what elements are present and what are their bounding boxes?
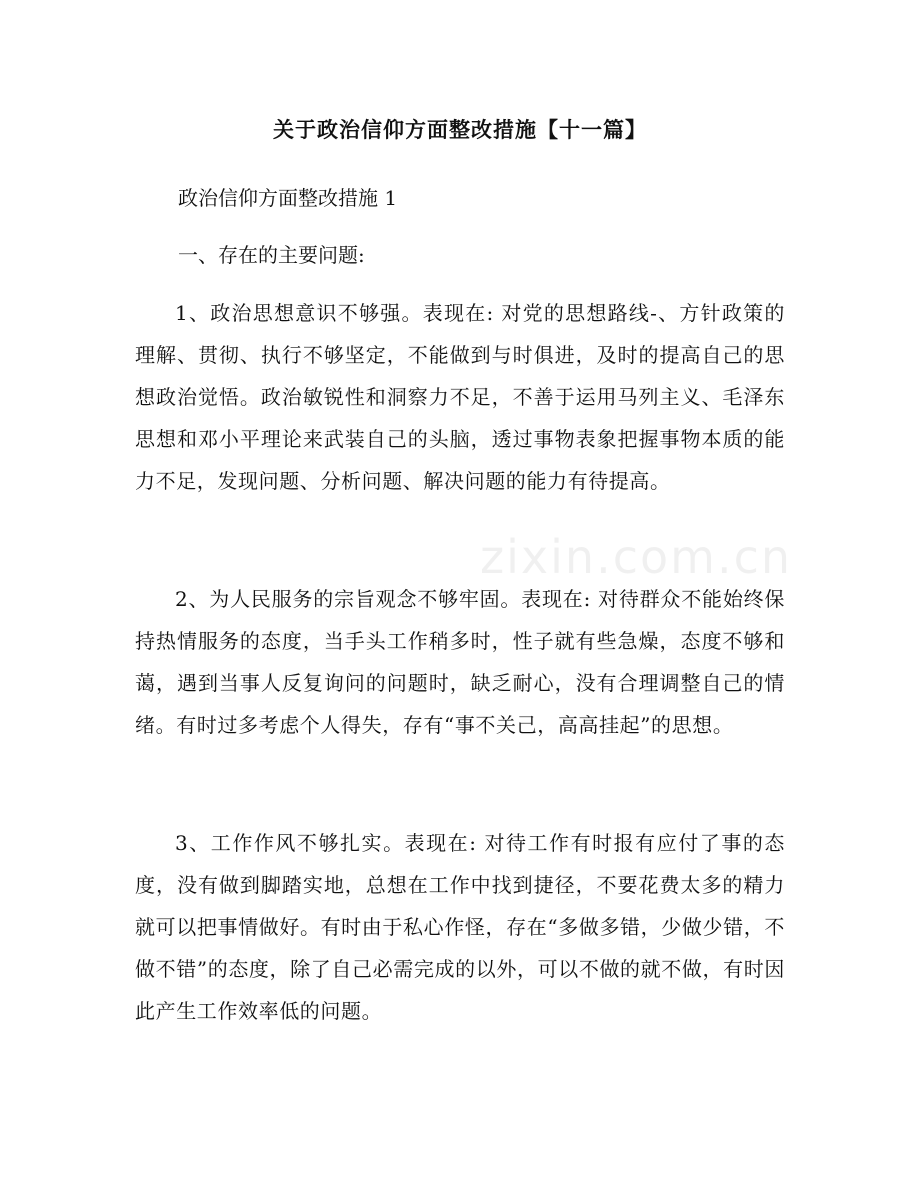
paragraph-2: 2、为人民服务的宗旨观念不够牢固。表现在: 对待群众不能始终保持热情服务的态度，当手头工作稍多时，性子就有些急燥，态度不够和蔼，遇到当事人反复询问的问题时，缺乏耐心，没有合理调整自己的情绪。有时过多考虑个人得失，存有“事不关己，高高挂起”的思想。	[135, 587, 785, 737]
watermark: zixin.com.cn	[480, 530, 793, 584]
subheading: 一、存在的主要问题:	[178, 243, 365, 267]
document-title: 关于政治信仰方面整改措施【十一篇】	[273, 118, 647, 142]
paragraph-3: 3、工作作风不够扎实。表现在: 对待工作有时报有应付了事的态度，没有做到脚踏实地，总想在工作中找到捷径，不要花费太多的精力就可以把事情做好。有时由于私心作怪，存在“多做多错，少做少错，不做不错”的态度，除了自己必需完成的以外，可以不做的就不做，有时因此产生工作效率低的问题。	[135, 831, 785, 1023]
section-heading: 政治信仰方面整改措施 1	[178, 186, 398, 210]
paragraph-1: 1、政治思想意识不够强。表现在: 对党的思想路线-、方针政策的理解、贯彻、执行不够坚定，不能做到与时俱进，及时的提高自己的思想政治觉悟。政治敏锐性和洞察力不足，不善于运用马列主义、毛泽东思想和邓小平理论来武装自己的头脑，透过事物表象把握事物本质的能力不足，发现问题、分析问题、解决问题的能力有待提高。	[135, 301, 785, 493]
